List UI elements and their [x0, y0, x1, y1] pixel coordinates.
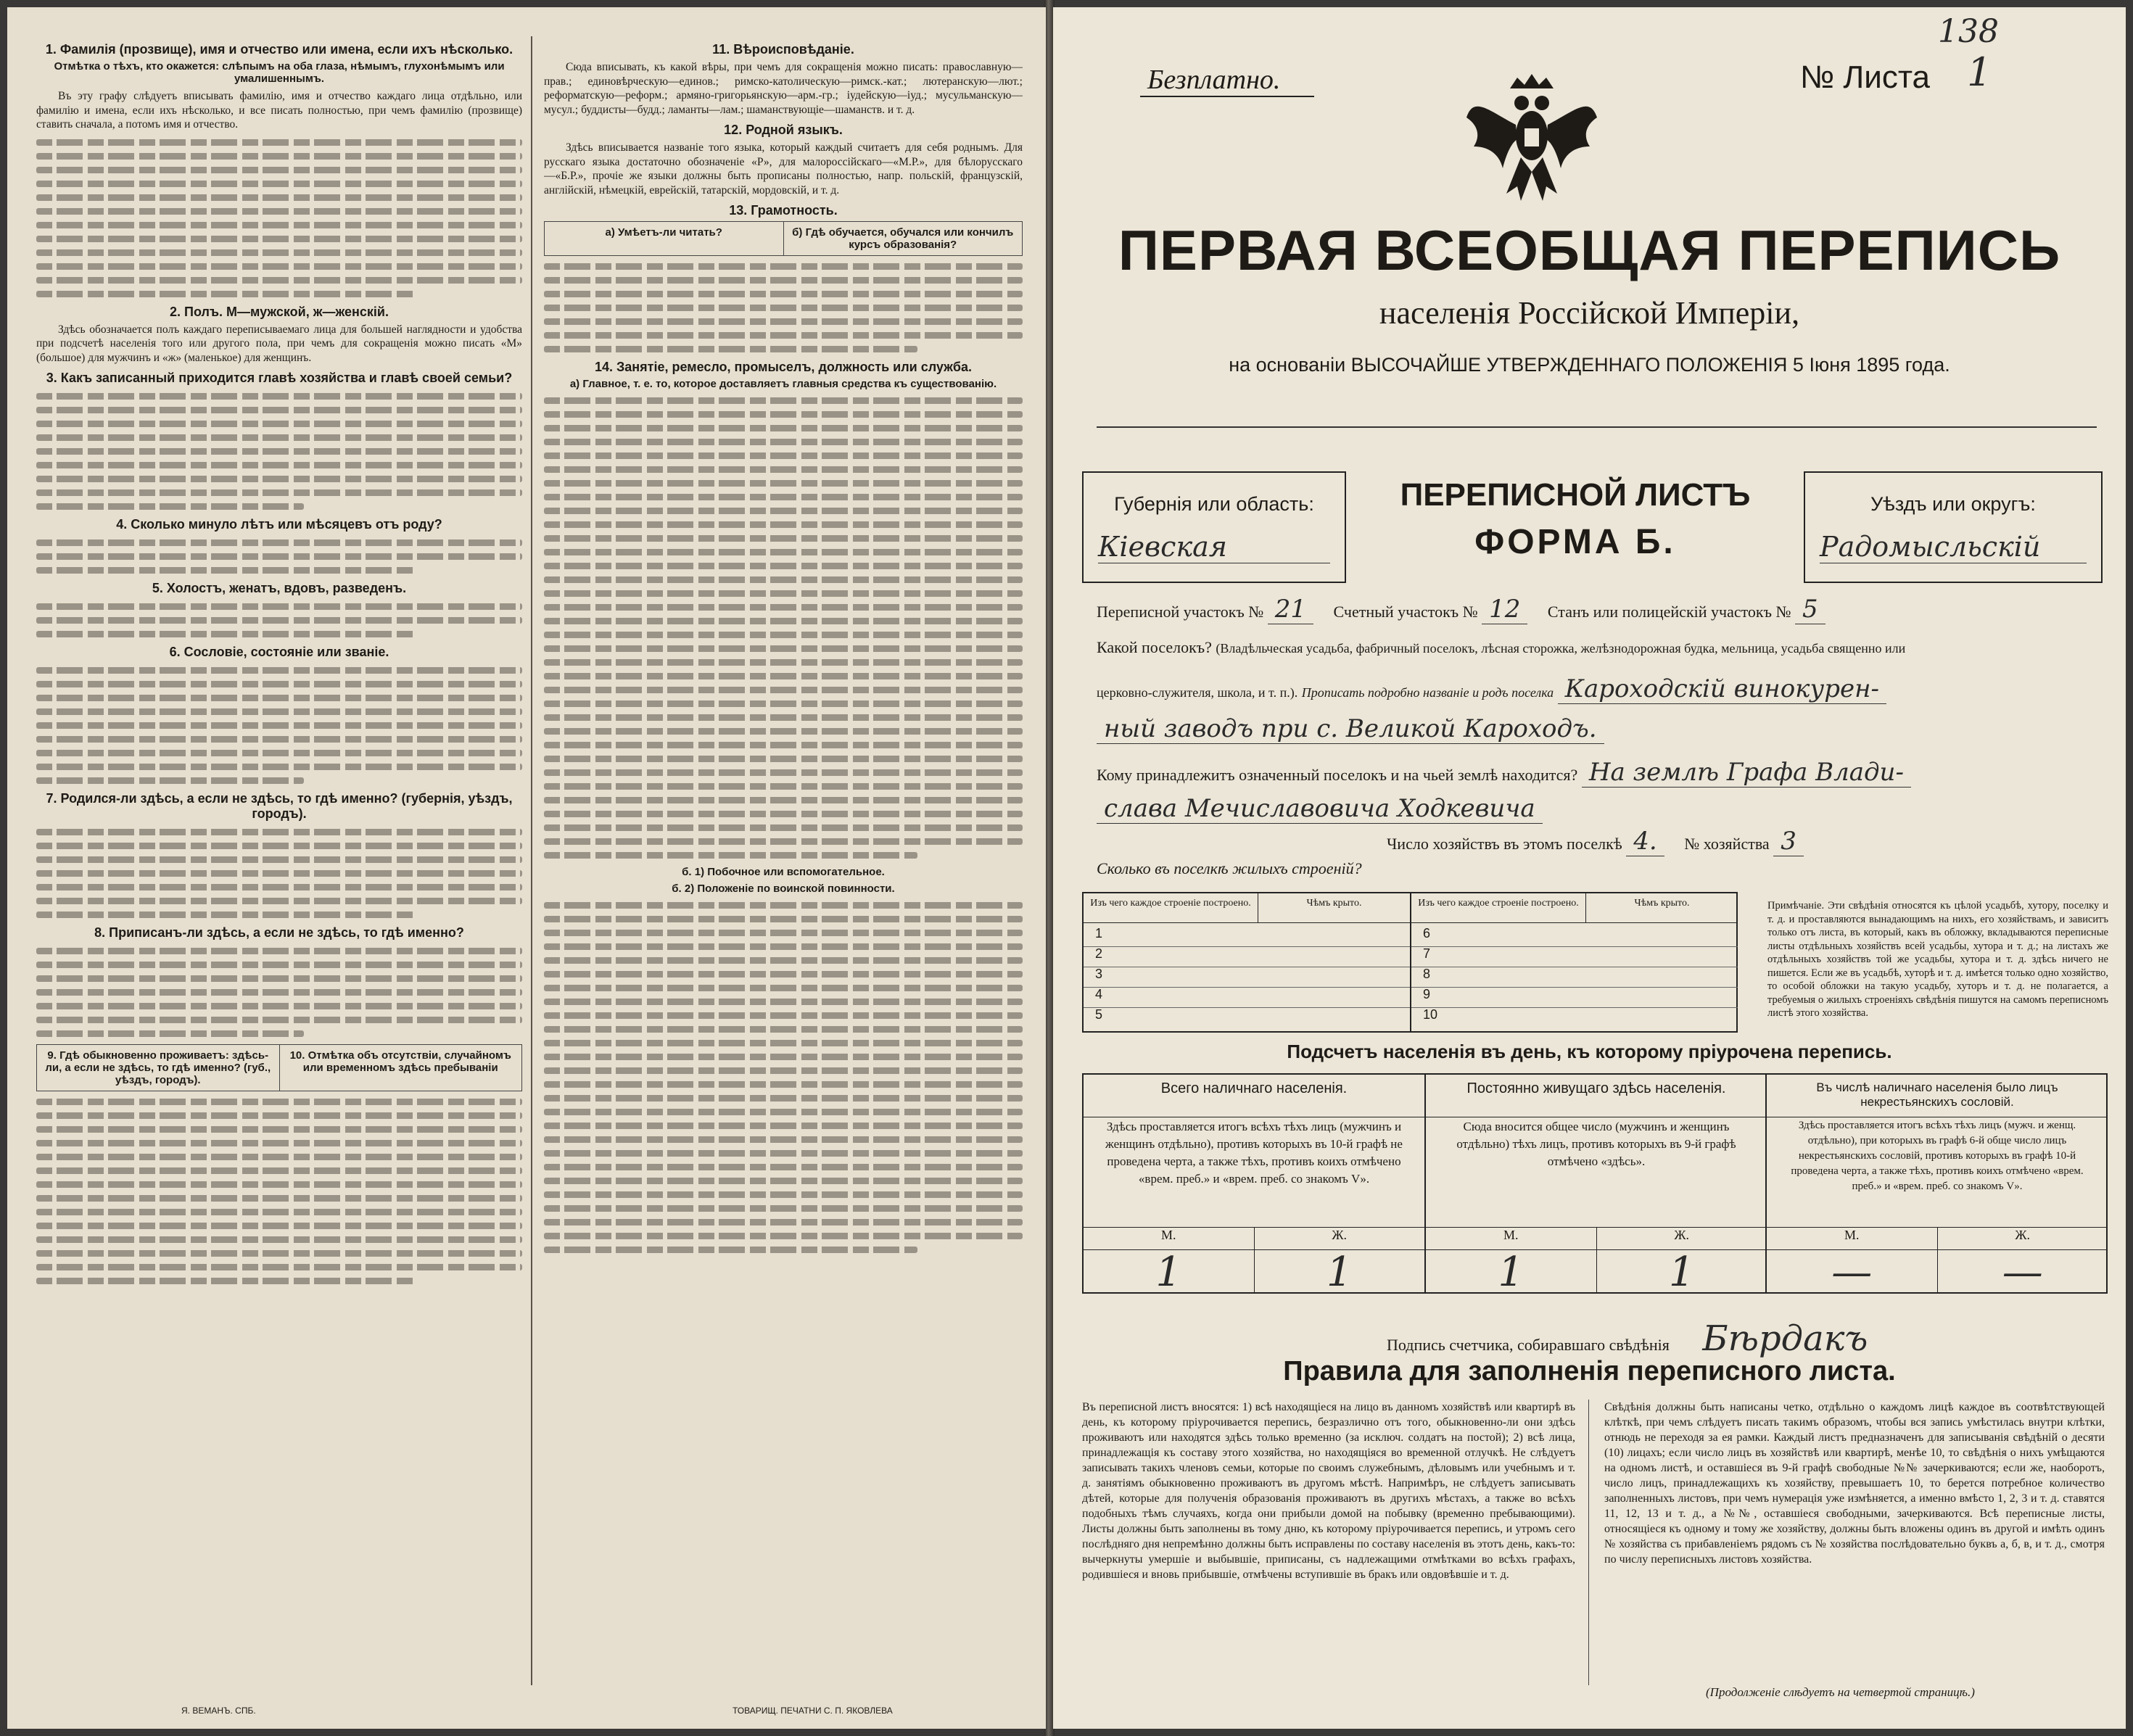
female-count: 1 — [1596, 1249, 1767, 1292]
count-value-row — [1084, 1249, 1424, 1296]
signature-value: Бѣрдакъ — [1702, 1318, 1868, 1359]
province-value: Кіевская — [1098, 531, 1330, 563]
settlement-hint: (Владѣльческая усадьба, фабричный поселокъ, лѣсная сторожка, желѣзнодорожная будка, мельница, усадьба священно или — [1216, 641, 1906, 656]
section-2-title: 2. Полъ. М—мужской, ж—женскій. — [170, 304, 389, 319]
male-count: 1 — [1498, 1249, 1525, 1296]
signature-label: Подпись счетчика, собиравшаго свѣдѣнія — [1387, 1336, 1670, 1354]
male-header: М. — [1503, 1228, 1519, 1242]
section-5-title: 5. Холостъ, женатъ, вдовъ, разведенъ. — [152, 581, 407, 595]
sex-header-row — [1084, 1227, 1424, 1250]
male-count: — — [1831, 1249, 1873, 1296]
buildings-table-header — [1084, 893, 1410, 923]
form-title: ПЕРЕПИСНОЙ ЛИСТЪ — [1400, 477, 1751, 513]
household-number-label: № хозяйства — [1684, 835, 1770, 853]
female-header: Ж. — [1937, 1228, 2108, 1249]
population-column-non-peasant — [1765, 1075, 2108, 1296]
count-value-row — [1426, 1249, 1767, 1296]
section-12-text: Здѣсь вписывается названіе того языка, который каждый считаетъ для себя роднымъ. Для русскаго языка достаточно обозначеніе «Р», для малороссійскаго—«М.Р.», для бѣлорусскаго—«Б.Р.», прочіе же языки должны быть прописаны полностью, напр. польскій, французскій, англійскій, нѣмецкій, еврейскій, татарскій, мордовскій, и т. д. — [544, 141, 1023, 197]
section-14b1-title: б. 1) Побочное или вспомогательное. — [682, 866, 885, 878]
building-row: 3 — [1084, 967, 1410, 988]
illegible-text-block — [544, 263, 1023, 352]
section-14-title: 14. Занятіе, ремесло, промыселъ, должность или служба. — [594, 360, 973, 374]
settlement-value-1: Кароходскій винокурен- — [1558, 674, 1886, 704]
settlement-line-2 — [1097, 674, 2097, 704]
count-value-row — [1767, 1249, 2108, 1296]
building-row: 9 — [1411, 987, 1738, 1008]
population-column-header: Постоянно живущаго здѣсь населенія. — [1426, 1075, 1767, 1117]
household-number-value: 3 — [1773, 827, 1804, 856]
section-1-title: 1. Фамилія (прозвище), имя и отчество или имена, если ихъ нѣсколько. — [45, 42, 513, 57]
building-row: 4 — [1084, 987, 1410, 1008]
owner-line-2 — [1097, 794, 2097, 824]
population-column-header: Всего наличнаго населенія. — [1084, 1075, 1424, 1117]
section-9-title: 9. Гдѣ обыкновенно проживаетъ: здѣсь-ли, а если не здѣсь, то гдѣ именно? (губ., уѣздъ, городъ). — [45, 1049, 271, 1086]
population-count-title: Подсчетъ населенія въ день, къ которому пріурочена перепись. — [1287, 1041, 1892, 1062]
section-13-title: 13. Грамотность. — [729, 203, 838, 218]
police-district-value: 5 — [1795, 595, 1825, 624]
section-11-title: 11. Вѣроисповѣданіе. — [712, 42, 854, 57]
section-10-title: 10. Отмѣтка объ отсутствіи, случайномъ или временномъ здѣсь пребываніи — [279, 1045, 522, 1091]
archive-number: 138 — [1938, 13, 1999, 50]
sheet-number-value: 1 — [1967, 49, 1992, 95]
section-14b2-title: б. 2) Положеніе по воинской повинности. — [672, 883, 895, 895]
male-count: 1 — [1155, 1249, 1182, 1296]
owner-label: Кому принадлежитъ означенный поселокъ и на чьей землѣ находится? — [1097, 766, 1578, 784]
section-1-text: Въ эту графу слѣдуетъ вписывать фамилію, имя и отчество каждаго лица отдѣльно, или фамилію и имена, если ихъ нѣсколько, и все писать полностью, при чемъ фамилію (прозвище) ставить сначала, а потомъ имя и отчество. — [36, 90, 522, 131]
district-box — [1804, 471, 2103, 583]
building-row: 5 — [1095, 1007, 1103, 1022]
illegible-text-block — [36, 603, 522, 637]
enumerator-signature-line — [1387, 1318, 1868, 1359]
building-row: 7 — [1411, 946, 1738, 967]
illegible-text-block — [36, 1099, 522, 1284]
building-row: 2 — [1084, 946, 1410, 967]
building-row: 1 — [1084, 926, 1410, 947]
sheet-number-label: № Листа — [1800, 59, 1931, 95]
section-13b-title: б) Гдѣ обучается, обучался или кончилъ курсъ образованія? — [783, 222, 1023, 255]
census-district-value: 21 — [1268, 595, 1313, 624]
owner-value-1: На землѣ Графа Влади- — [1582, 758, 1911, 788]
illegible-text-block — [36, 540, 522, 574]
roof-header: Чѣмъ крыто. — [1634, 898, 1690, 909]
buildings-table-header — [1411, 893, 1738, 923]
settlement-line — [1097, 638, 2097, 657]
free-label: Безплатно. — [1147, 65, 1281, 95]
district-value: Радомысльскій — [1820, 531, 2087, 563]
printer-imprint-right: ТОВАРИЩ. ПЕЧАТНИ С. П. ЯКОВЛЕВА — [733, 1706, 893, 1716]
buildings-line — [1097, 859, 2097, 878]
settlement-hint-3: Прописать подробно названіе и родъ поселка — [1301, 685, 1554, 700]
form-type: ФОРМА Б. — [1474, 523, 1676, 561]
households-value: 4. — [1626, 827, 1664, 856]
left-page-instructions — [7, 7, 1046, 1729]
police-district-label: Станъ или полицейскій участокъ № — [1547, 603, 1791, 621]
owner-value-2: слава Мечиславовича Ходкевича — [1097, 794, 1543, 824]
count-district-value: 12 — [1482, 595, 1527, 624]
female-header: Ж. — [1254, 1228, 1425, 1249]
male-header: М. — [1160, 1228, 1176, 1242]
population-column-resident — [1424, 1075, 1767, 1296]
population-count-table — [1082, 1073, 2108, 1294]
right-page-census-form — [1053, 7, 2126, 1729]
buildings-table-right — [1410, 893, 1738, 1031]
illegible-text-block — [36, 829, 522, 918]
sex-header-row — [1426, 1227, 1767, 1250]
population-column-header: Въ числѣ наличнаго населенія было лицъ некрестьянскихъ сословій. — [1767, 1075, 2108, 1117]
rules-text-column-a: Въ переписной листъ вносятся: 1) всѣ находящіеся на лицо въ данномъ хозяйствѣ или квартирѣ въ день, къ которому пріурочивается перепись, безразлично отъ того, обыкновенно-ли они здѣсь проживаютъ или находятся здѣсь только временно (за исключ. солдатъ на постой); 2) всѣ лица, принадлежащія къ составу этого хозяйства, но находящіяся во временной отлучкѣ. Не слѣдуетъ записывать такихъ членовъ семьи, которые по своимъ служебнымъ, дѣловымъ или учебнымъ и т. д. занятіямъ обыкновенно проживаютъ въ другомъ мѣстѣ. Напримѣръ, не слѣдуетъ записывать дѣтей, которые для полученія образованія проживаютъ въ другихъ мѣстахъ, а также во всѣхъ подобныхъ тѣмъ случаяхъ, когда они прибыли домой на побывку (временно пребывающими). Листы должны быть заполнены въ тому дню, къ которому пріурочивается перепись, и утромъ сего послѣдняго дня непремѣнно должны быть исправлены по составу населенія въ этотъ день, какъ-то: вычеркнуты умершіе и выбывшіе, приписаны, съ надлежащими отмѣтками во всѣхъ графахъ, родившіеся и вновь прибывшіе, отмѣчены вступившіе въ бракъ или овдовѣвшіе и т. д. — [1082, 1401, 1575, 1581]
built-of-header: Изъ чего каждое строеніе построено. — [1084, 893, 1258, 922]
illegible-text-block — [36, 393, 522, 510]
section-13-header — [544, 221, 1023, 256]
section-1-subtitle: Отмѣтка о тѣхъ, кто окажется: слѣпымъ на оба глаза, нѣмымъ, глухонѣмымъ или умалишеннымъ. — [54, 60, 505, 85]
settlement-value-2: ный заводъ при с. Великой Кароходъ. — [1097, 714, 1604, 744]
female-count: — — [1937, 1249, 2108, 1292]
section-14-subtitle: а) Главное, т. е. то, которое доставляетъ главныя средства къ существованію. — [569, 378, 997, 390]
section-8-title: 8. Приписанъ-ли здѣсь, а если не здѣсь, то гдѣ именно? — [94, 925, 464, 940]
column-divider — [531, 36, 532, 1685]
buildings-table-left — [1084, 893, 1410, 1031]
continuation-note: (Продолженіе слѣдуетъ на четвертой страницѣ.) — [1706, 1685, 1975, 1699]
built-of-header: Изъ чего каждое строеніе построено. — [1411, 893, 1586, 922]
building-row: 10 — [1423, 1007, 1438, 1022]
instructions-column-b — [544, 36, 1023, 1685]
building-row: 6 — [1411, 926, 1738, 947]
buildings-label: Сколько въ поселкѣ жилыхъ строеній? — [1097, 859, 1362, 877]
buildings-table — [1082, 892, 1738, 1033]
district-label: Уѣздъ или округъ: — [1870, 493, 2036, 515]
buildings-note: Примѣчаніе. Эти свѣдѣнія относятся къ цѣлой усадьбѣ, хутору, поселку и т. д. и проставляются вынадающимъ на нихъ, его хозяйствамъ, и зависитъ только отъ листа, въ который, какъ въ обложку, вкладываются переписные листы отдѣльныхъ хозяйствъ всей усадьбы, хутора и т. д.; на листахъ же отдѣльныхъ хозяйствъ той же усадьбы, хутора и т. д. здѣсь ничего не пишется. Если же въ усадьбѣ, хуторѣ и т. д. имѣется только одно хозяйство, то особой обложки на такую усадьбу, хуторъ и т. д. не полагается, а требуемыя о жилыхъ строеніяхъ свѣдѣнія пишутся на самомъ переписномъ листѣ этого хозяйства. — [1767, 900, 2108, 1019]
rules-text-column-b: Свѣдѣнія должны быть написаны четко, отдѣльно о каждомъ лицѣ каждое въ соотвѣтствующей клѣткѣ, при чемъ слѣдуетъ писать такимъ образомъ, чтобы вся запись умѣстилась внутри клѣтки, отнюдь не переходя за ея рамки. Каждый листъ предназначенъ для записыванія свѣдѣній о десяти (10) лицахъ; если число лицъ въ хозяйствѣ или квартирѣ, менѣе 10, то свѣдѣнія о нихъ умѣщаются на одномъ листѣ, и оставшіеся въ 9-й графѣ свободные №№ зачеркиваются; если же, наоборотъ, число лицъ, принадлежащихъ къ хозяйству, превышаетъ 10, то берется потребное количество заполненныхъ листовъ, при чемъ нумерація уже измѣняется, а именно вмѣсто 1, 2, 3 и т. д. ставятся 11, 12, 13 и т. д., а №№, оставшіеся свободными, зачеркиваются. Всѣ переписные листы, относящіеся къ одному и тому же хозяйству, должны быть вложены одинъ въ другой и имѣть одинъ № хозяйства съ прибавленіемъ рядомъ съ № хозяйства послѣдовательно буквъ а, б, в, и т. д., смотря по числу переписныхъ листовъ хозяйства. — [1604, 1401, 2105, 1566]
district-numbers-line — [1097, 595, 2097, 624]
population-column-present — [1084, 1075, 1424, 1296]
population-column-description: Здѣсь проставляется итогъ всѣхъ тѣхъ лицъ (мужчинъ и женщинъ отдѣльно), противъ которыхъ въ 10-й графѣ не проведена черта, а также тѣхъ, противъ коихъ отмѣчено «врем. преб.» и «врем. преб. со знакомъ V». — [1105, 1120, 1403, 1186]
form-title-box — [1358, 471, 1793, 580]
province-box — [1082, 471, 1346, 583]
instructions-column-a — [36, 36, 522, 1685]
population-column-description: Здѣсь проставляется итогъ всѣхъ тѣхъ лицъ (мужч. и женщ. отдѣльно), при которыхъ въ графѣ 6-й обще число лицъ некрестьянскихъ сословій, противъ которыхъ въ графѣ 10-й проведена черта, а также тѣхъ, противъ коихъ отмѣчено «врем. преб.» и «врем. преб. со знакомъ V». — [1791, 1120, 2084, 1192]
owner-line — [1097, 758, 2097, 788]
count-district-label: Счетный участокъ № — [1333, 603, 1478, 621]
female-header: Ж. — [1596, 1228, 1767, 1249]
printer-imprint-left: Я. ВЕМАНЪ. СПБ. — [181, 1706, 256, 1716]
section-4-title: 4. Сколько минуло лѣтъ или мѣсяцевъ отъ роду? — [116, 517, 442, 532]
settlement-hint-2: церковно-служителя, школа, и т. п.). — [1097, 685, 1298, 700]
households-label: Число хозяйствъ въ этомъ поселкѣ — [1387, 835, 1622, 853]
census-title: ПЕРВАЯ ВСЕОБЩАЯ ПЕРЕПИСЬ — [1118, 218, 2061, 282]
illegible-text-block — [36, 667, 522, 784]
header-divider — [1097, 426, 2097, 428]
settlement-label: Какой поселокъ? — [1097, 638, 1212, 656]
rules-divider — [1588, 1400, 1589, 1685]
province-label: Губернія или область: — [1114, 493, 1314, 515]
section-11-text: Сюда вписывать, къ какой вѣры, при чемъ для сокращенія можно писать: православную—прав.; единовѣрческую—единов.; римско-католическую—римск.-кат.; лютеранскую—лют.; реформатскую—реформ.; армяно-григорьянскую—арм.-гр.; іудейскую—іуд.; мусульманскую—мусул.; буддисты—будд.; ламанты—лам.; шаманствующіе—шаманств. и т. д. — [544, 61, 1023, 116]
sex-header-row — [1767, 1227, 2108, 1250]
section-6-title: 6. Сословіе, состояніе или званіе. — [169, 645, 389, 659]
male-header: М. — [1844, 1228, 1860, 1242]
roof-header: Чѣмъ крыто. — [1306, 898, 1362, 909]
census-district-label: Переписной участокъ № — [1097, 603, 1264, 621]
illegible-text-block — [544, 902, 1023, 1253]
census-subtitle: населенія Россійской Имперіи, — [1379, 295, 1800, 331]
section-3-title: 3. Какъ записанный приходится главѣ хозяйства и главѣ своей семьи? — [46, 371, 513, 385]
rules-title: Правила для заполненія переписного листа. — [1283, 1356, 1896, 1386]
illegible-text-block — [544, 397, 1023, 859]
section-12-title: 12. Родной языкъ. — [724, 123, 843, 137]
census-legal-basis: на основаніи ВЫСОЧАЙШЕ УТВЕРЖДЕННАГО ПОЛОЖЕНІЯ 5 Іюня 1895 года. — [1229, 354, 1950, 376]
illegible-text-block — [36, 139, 522, 297]
section-2-text: Здѣсь обозначается полъ каждаго переписываемаго лица для большей наглядности и удобства при подсчетѣ населенія того или другого пола, при чемъ для сокращенія можно писать «М» (большое) для мужчинъ и «ж» (маленькое) для женщинъ. — [36, 323, 522, 364]
section-9-10-header — [36, 1044, 522, 1091]
households-line — [1387, 827, 2097, 856]
free-label-underline — [1140, 96, 1314, 97]
illegible-text-block — [36, 948, 522, 1037]
population-column-description: Сюда вносится общее число (мужчинъ и женщинъ отдѣльно) тѣхъ лицъ, противъ которыхъ въ 9-й графѣ отмѣчено «здѣсь». — [1456, 1120, 1736, 1168]
imperial-eagle-emblem — [1459, 67, 1604, 212]
building-row: 8 — [1411, 967, 1738, 988]
section-13a-title: а) Умѣетъ-ли читать? — [605, 226, 722, 239]
settlement-line-3 — [1097, 714, 2097, 744]
section-7-title: 7. Родился-ли здѣсь, а если не здѣсь, то гдѣ именно? (губернія, уѣздъ, городъ). — [46, 791, 513, 821]
female-count: 1 — [1254, 1249, 1425, 1292]
